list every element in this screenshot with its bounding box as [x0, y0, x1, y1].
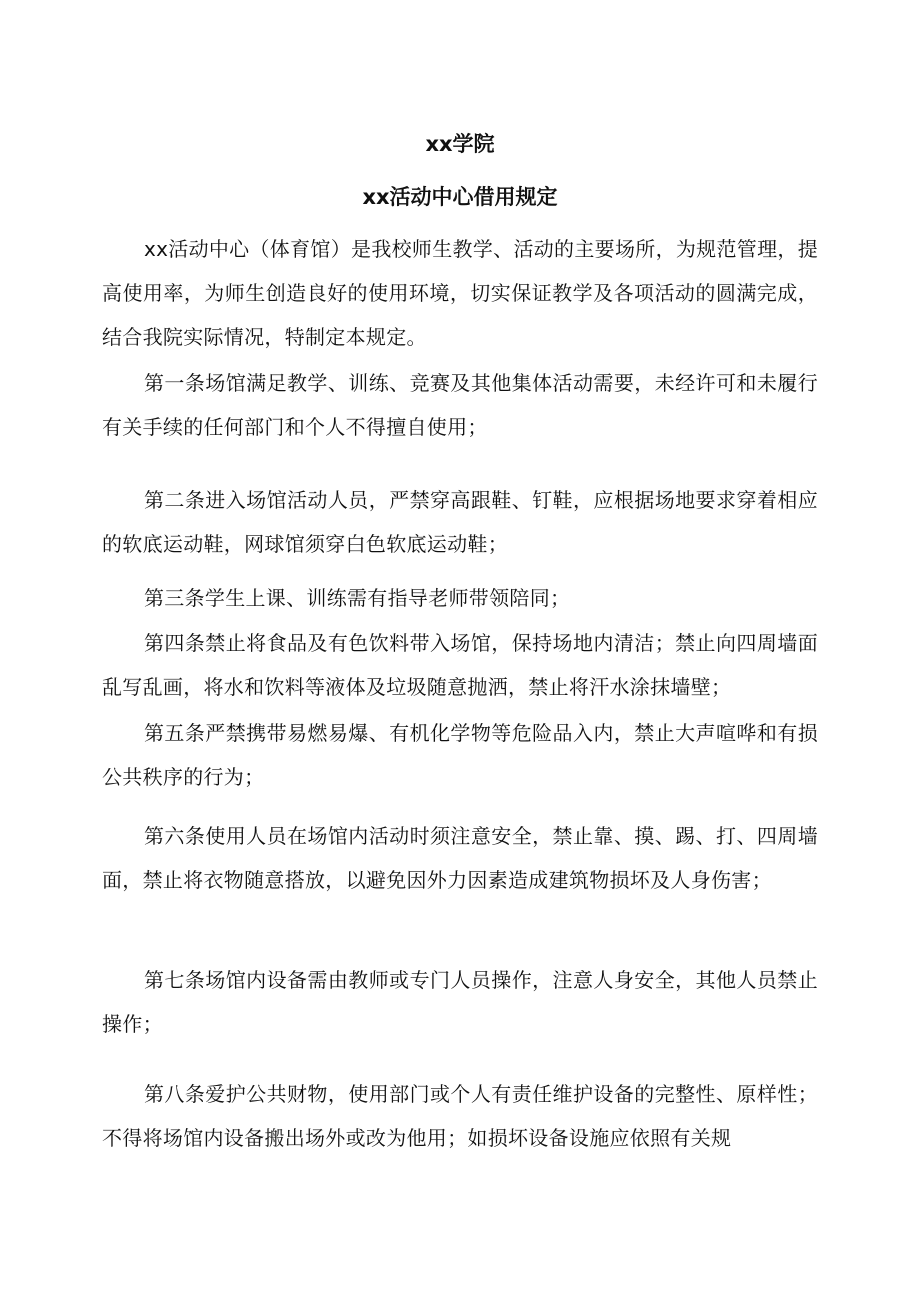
article-7-paragraph: 第七条场馆内设备需由教师或专门人员操作，注意人身安全，其他人员禁止操作； — [102, 968, 818, 1036]
article-8-paragraph: 第八条爱护公共财物，使用部门或个人有责任维护设备的完整性、原样性；不得将场馆内设备搬出场外或改为他用；如损坏设备设施应依照有关规 — [102, 1082, 818, 1150]
document-subtitle: xx活动中心借用规定 — [362, 185, 558, 209]
document-title: xx学院 — [425, 132, 495, 156]
article-4-paragraph: 第四条禁止将食品及有色饮料带入场馆，保持场地内清洁；禁止向四周墙面乱写乱画，将水和饮料等液体及垃圾随意抛洒，禁止将汗水涂抹墙壁； — [102, 631, 818, 699]
article-3-paragraph: 第三条学生上课、训练需有指导老师带领陪同； — [144, 586, 571, 610]
article-5-paragraph: 第五条严禁携带易燃易爆、有机化学物等危险品入内，禁止大声喧哗和有损公共秩序的行为； — [102, 721, 818, 789]
article-1-paragraph: 第一条场馆满足教学、训练、竞赛及其他集体活动需要，未经许可和未履行有关手续的任何部门和个人不得擅自使用； — [102, 371, 818, 439]
article-6-paragraph: 第六条使用人员在场馆内活动时须注意安全，禁止靠、摸、踢、打、四周墙面，禁止将衣物随意搭放，以避免因外力因素造成建筑物损坏及人身伤害； — [102, 824, 818, 892]
intro-paragraph: xx活动中心（体育馆）是我校师生教学、活动的主要场所，为规范管理，提高使用率，为师生创造良好的使用环境，切实保证教学及各项活动的圆满完成，结合我院实际情况，特制定本规定。 — [102, 237, 818, 349]
article-2-paragraph: 第二条进入场馆活动人员，严禁穿高跟鞋、钉鞋，应根据场地要求穿着相应的软底运动鞋，网球馆须穿白色软底运动鞋； — [102, 488, 818, 556]
